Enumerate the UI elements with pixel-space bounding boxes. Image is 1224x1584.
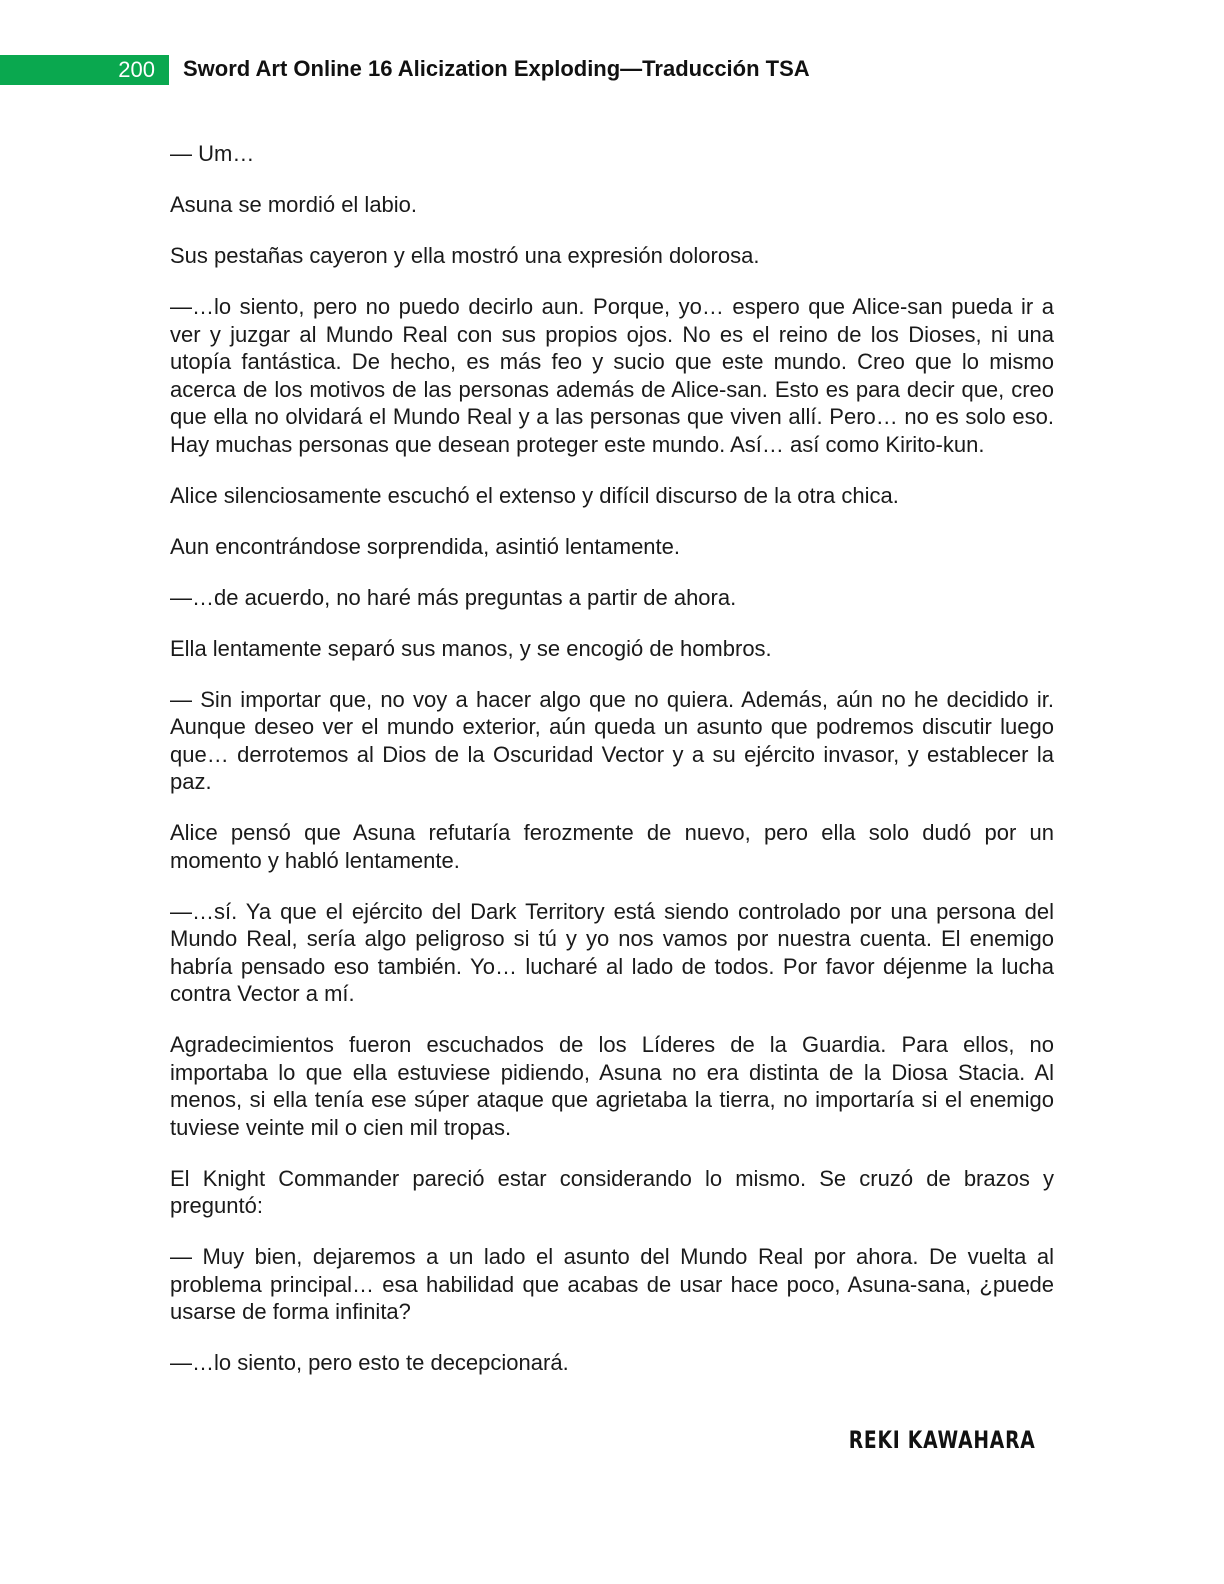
paragraph: Alice pensó que Asuna refutaría ferozmente de nuevo, pero ella solo dudó por un momento y habló lentamente. xyxy=(170,820,1054,873)
paragraph: — Um… xyxy=(170,141,255,166)
paragraph: Ella lentamente separó sus manos, y se encogió de hombros. xyxy=(170,635,772,661)
author-name-footer: REKI KAWAHARA xyxy=(849,1426,1036,1454)
paragraph: Sus pestañas cayeron y ella mostró una expresión dolorosa. xyxy=(170,243,760,268)
paragraph: —…sí. Ya que el ejército del Dark Territory está siendo controlado por una persona del Mundo Real, sería algo peligroso si tú y yo nos vamos por nuestra cuenta. El enemigo habría pensado eso también. Yo… lucharé al lado de todos. Por favor déjenme la lucha contra Vector a mí. xyxy=(170,898,1054,1006)
page-number-badge: 200 xyxy=(0,55,169,85)
paragraph: —…lo siento, pero no puedo decirlo aun. Porque, yo… espero que Alice-san pueda ir a ver y juzgar al Mundo Real con sus propios ojos. No es el reino de los Dioses, ni una utopía fantástica. De hecho, es más feo y sucio que este mundo. Creo que lo mismo acerca de los motivos de las personas además de Alice-san. Esto es para decir que, creo que ella no olvidará el Mundo Real y a las personas que viven allí. Pero… no es solo eso. Hay muchas personas que desean proteger este mundo. Así… así como Kirito-kun. xyxy=(170,294,1054,457)
paragraph: Alice silenciosamente escuchó el extenso y difícil discurso de la otra chica. xyxy=(170,482,899,508)
running-header-title: Sword Art Online 16 Alicization Exploding—Traducción TSA xyxy=(183,56,810,81)
paragraph: Agradecimientos fueron escuchados de los Líderes de la Guardia. Para ellos, no importaba lo que ella estuviese pidiendo, Asuna no era distinta de la Diosa Stacia. Al menos, si ella tenía ese súper ataque que agrietaba la tierra, no importaría si el enemigo tuviese veinte mil o cien mil tropas. xyxy=(170,1032,1054,1140)
paragraph: —…lo siento, pero esto te decepcionará. xyxy=(170,1350,569,1375)
paragraph: Aun encontrándose sorprendida, asintió lentamente. xyxy=(170,533,681,559)
paragraph: Asuna se mordió el labio. xyxy=(170,192,418,217)
paragraph: —…de acuerdo, no haré más preguntas a partir de ahora. xyxy=(170,584,737,610)
paragraph: El Knight Commander pareció estar considerando lo mismo. Se cruzó de brazos y preguntó: xyxy=(170,1165,1054,1218)
paragraph: — Muy bien, dejaremos a un lado el asunto del Mundo Real por ahora. De vuelta al problema principal… esa habilidad que acabas de usar hace poco, Asuna-sana, ¿puede usarse de forma infinita? xyxy=(170,1244,1054,1324)
body-text xyxy=(170,140,1054,1400)
paragraph: — Sin importar que, no voy a hacer algo que no quiera. Además, aún no he decidido ir. Aunque deseo ver el mundo exterior, aún queda un asunto que podremos discutir luego que… derrotemos al Dios de la Oscuridad Vector y a su ejército invasor, y establecer la paz. xyxy=(170,686,1054,794)
